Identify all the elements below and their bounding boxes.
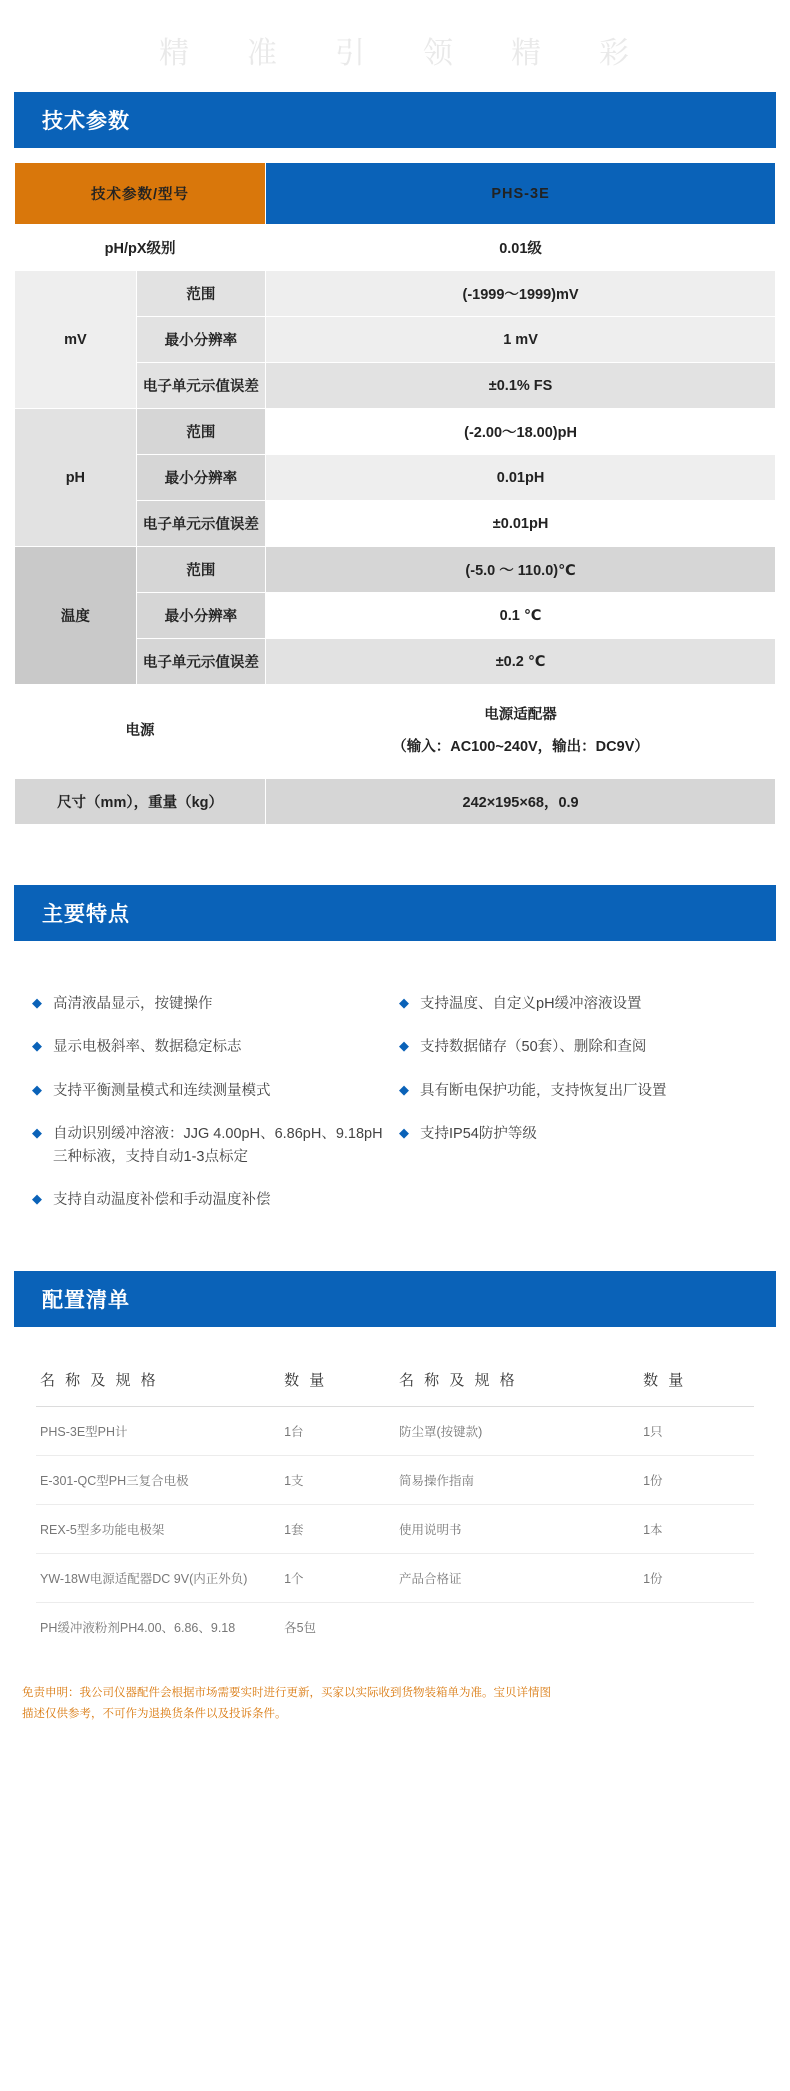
diamond-bullet-icon: ◆ xyxy=(399,1038,409,1054)
feature-text: 高清液晶显示，按键操作 xyxy=(53,996,213,1012)
spec-group-ph: pH xyxy=(15,409,137,547)
diamond-bullet-icon: ◆ xyxy=(32,1191,42,1207)
list-item xyxy=(399,1123,758,1145)
spec-power-value-line1: 电源适配器 xyxy=(484,706,557,723)
config-item-name: YW-18W电源适配器DC 9V(内正外负) xyxy=(36,1553,280,1602)
banner-char-3: 引 xyxy=(335,37,367,70)
banner-char-4: 领 xyxy=(423,37,455,70)
spec-mv-res-label: 最小分辨率 xyxy=(136,317,265,363)
config-header-qty-2: 数 量 xyxy=(639,1359,754,1407)
spec-group-temp: 温度 xyxy=(15,547,137,685)
feature-text: 支持IP54防护等级 xyxy=(420,1126,537,1143)
diamond-bullet-icon: ◆ xyxy=(32,1081,42,1097)
spec-temp-err-value: ±0.2 ℃ xyxy=(266,639,776,685)
spec-header-left: 技术参数/型号 xyxy=(15,163,266,225)
spec-power-label: 电源 xyxy=(15,685,266,779)
feature-text: 支持自动温度补偿和手动温度补偿 xyxy=(53,1192,271,1209)
spec-temp-res-value: 0.1 ℃ xyxy=(266,593,776,639)
table-row xyxy=(15,779,776,825)
config-item-name: PH缓冲液粉剂PH4.00、6.86、9.18 xyxy=(40,1620,236,1635)
banner-char-5: 精 xyxy=(511,37,543,70)
spec-ph-range-value: (-2.00～18.00)pH xyxy=(266,409,776,455)
diamond-bullet-icon: ◆ xyxy=(399,1125,409,1141)
banner-char-1: 精 xyxy=(159,37,191,70)
spec-temp-err-label: 电子单元示值误差 xyxy=(136,639,265,685)
config-header-name-2: 名 称 及 规 格 xyxy=(395,1359,639,1407)
spec-size-label: 尺寸（mm），重量（kg） xyxy=(15,779,266,825)
spec-ph-err-label: 电子单元示值误差 xyxy=(136,501,265,547)
feature-text: 支持数据储存（50套）、删除和查阅 xyxy=(420,1039,647,1056)
spec-level-label: pH/pX级别 xyxy=(15,225,266,271)
feature-text: 支持平衡测量模式和连续测量模式 xyxy=(53,1082,271,1099)
feature-text: 显示电极斜率、数据稳定标志 xyxy=(53,1039,242,1056)
diamond-bullet-icon: ◆ xyxy=(32,995,42,1010)
spec-header-right: PHS-3E xyxy=(266,163,776,225)
table-row xyxy=(15,685,776,779)
config-item-qty: 1台 xyxy=(280,1406,395,1455)
banner-char-6: 彩 xyxy=(599,37,631,70)
config-item-qty: 1套 xyxy=(280,1504,395,1553)
features-column-left xyxy=(32,993,391,1233)
list-item xyxy=(399,1080,758,1102)
table-row xyxy=(15,547,776,593)
spec-mv-res-value: 1 mV xyxy=(266,317,776,363)
spec-mv-range-value: (-1999～1999)mV xyxy=(266,271,776,317)
list-item xyxy=(32,1189,391,1211)
table-header-row xyxy=(36,1359,754,1407)
config-header-qty-1: 数 量 xyxy=(280,1359,395,1407)
config-item-qty: 各5包 xyxy=(284,1620,317,1635)
config-item-qty: 1份 xyxy=(639,1553,754,1602)
list-item xyxy=(399,1036,758,1058)
config-item-qty: 1支 xyxy=(280,1455,395,1504)
config-table xyxy=(36,1359,754,1651)
section-title-features: 主要特点 xyxy=(14,885,776,941)
table-row xyxy=(36,1406,754,1455)
config-item-name xyxy=(395,1602,639,1651)
spec-temp-range-label: 范围 xyxy=(136,547,265,593)
config-list xyxy=(14,1337,776,1657)
list-item xyxy=(32,993,391,1015)
table-row xyxy=(15,225,776,271)
config-item-qty: 1本 xyxy=(639,1504,754,1553)
config-item-name: 简易操作指南 xyxy=(395,1455,639,1504)
diamond-bullet-icon: ◆ xyxy=(32,1038,42,1054)
table-row xyxy=(36,1455,754,1504)
config-item-qty: 1只 xyxy=(639,1406,754,1455)
table-row xyxy=(15,409,776,455)
page-banner xyxy=(0,0,790,92)
spec-table-wrapper xyxy=(14,162,776,825)
config-item-name: 使用说明书 xyxy=(395,1504,639,1553)
config-item-name: PHS-3E型PH计 xyxy=(36,1406,280,1455)
features-list xyxy=(14,969,776,1253)
config-item-name: 产品合格证 xyxy=(395,1553,639,1602)
features-column-right xyxy=(399,993,758,1233)
diamond-bullet-icon: ◆ xyxy=(399,1081,409,1097)
table-row xyxy=(36,1553,754,1602)
spec-power-value-line2: （输入：AC100~240V，输出：DC9V） xyxy=(392,738,649,755)
spec-ph-res-label: 最小分辨率 xyxy=(136,455,265,501)
config-item-qty: 1份 xyxy=(639,1455,754,1504)
spec-level-value: 0.01级 xyxy=(266,225,776,271)
list-item xyxy=(32,1080,391,1102)
banner-char-2: 准 xyxy=(247,37,279,70)
spec-mv-err-value: ±0.1% FS xyxy=(266,363,776,409)
spec-ph-range-label: 范围 xyxy=(136,409,265,455)
list-item xyxy=(32,1123,391,1168)
diamond-bullet-icon: ◆ xyxy=(399,995,409,1010)
section-title-config: 配置清单 xyxy=(14,1271,776,1327)
list-item xyxy=(32,1036,391,1058)
list-item xyxy=(399,993,758,1015)
spec-ph-res-value: 0.01pH xyxy=(266,455,776,501)
config-item-name: REX-5型多功能电极架 xyxy=(36,1504,280,1553)
disclaimer-note xyxy=(22,1683,768,1726)
config-item-qty xyxy=(639,1602,754,1651)
feature-text: 支持温度、自定义pH缓冲溶液设置 xyxy=(420,996,642,1012)
spec-group-mv: mV xyxy=(15,271,137,409)
config-item-qty: 1个 xyxy=(280,1553,395,1602)
spec-table xyxy=(14,162,776,825)
spec-power-value xyxy=(266,685,776,779)
spec-ph-err-value: ±0.01pH xyxy=(266,501,776,547)
spec-temp-res-label: 最小分辨率 xyxy=(136,593,265,639)
table-row xyxy=(36,1602,754,1651)
table-row xyxy=(36,1504,754,1553)
section-title-specs: 技术参数 xyxy=(14,92,776,148)
config-item-name: E-301-QC型PH三复合电极 xyxy=(36,1455,280,1504)
config-header-name-1: 名 称 及 规 格 xyxy=(36,1359,280,1407)
feature-text: 具有断电保护功能，支持恢复出厂设置 xyxy=(420,1082,667,1099)
spec-mv-err-label: 电子单元示值误差 xyxy=(136,363,265,409)
table-row xyxy=(15,271,776,317)
spec-size-value: 242×195×68，0.9 xyxy=(266,779,776,825)
table-row xyxy=(15,163,776,225)
disclaimer-line-1: 免责申明：我公司仪器配件会根据市场需要实时进行更新，买家以实际收到货物装箱单为准。宝贝详情图 xyxy=(22,1686,551,1699)
spec-temp-range-value: (-5.0 ～ 110.0)℃ xyxy=(266,547,776,593)
diamond-bullet-icon: ◆ xyxy=(32,1125,42,1141)
feature-text: 自动识别缓冲溶液：JJG 4.00pH、6.86pH、9.18pH三种标液，支持自动1-3点标定 xyxy=(53,1126,383,1165)
config-item-name: 防尘罩(按键款) xyxy=(395,1406,639,1455)
spec-mv-range-label: 范围 xyxy=(136,271,265,317)
disclaimer-line-2: 描述仅供参考，不可作为退换货条件以及投诉条件。 xyxy=(22,1708,287,1721)
